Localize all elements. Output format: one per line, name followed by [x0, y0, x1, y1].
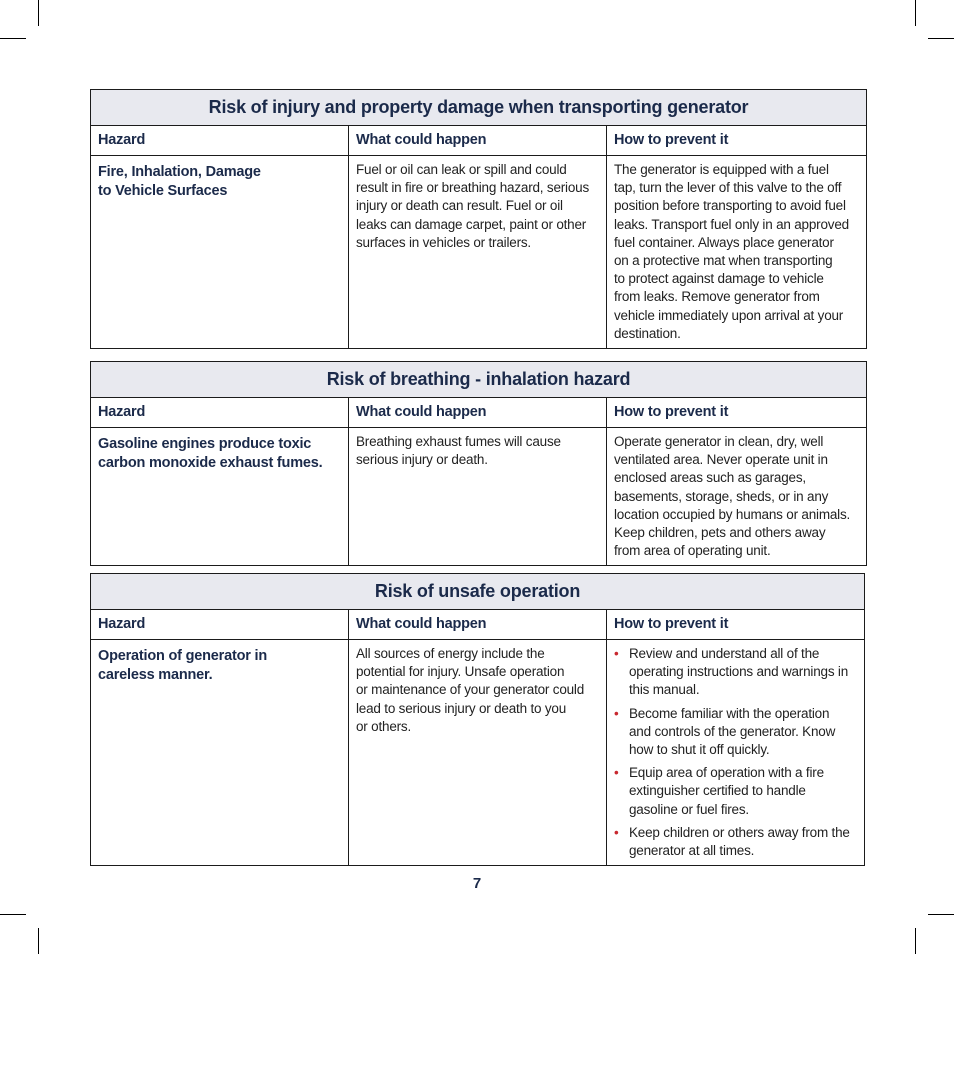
crop-mark-top-right-h [928, 38, 954, 39]
table-title: Risk of injury and property damage when transporting generator [91, 90, 867, 126]
column-header-what: What could happen [349, 126, 607, 156]
bullet-text: Become familiar with the operation and controls of the generator. Know how to shut it off quickly. [629, 705, 836, 758]
prevention-text: Operate generator in clean, dry, well ventilated area. Never operate unit in enclosed areas such as garages, basements, storage, sheds, or in any location occupied by humans or animals. Keep children, pets and others away from area of operating unit. [607, 428, 867, 566]
prevention-text: The generator is equipped with a fuel tap, turn the lever of this valve to the off position before transporting to avoid fuel leaks. Transport fuel only in an approved fuel container. Always place generator on a protective mat when transporting to protect against damage to vehicle from leaks. Remove generator from vehicle immediately upon arrival at your destination. [607, 156, 867, 349]
prevention-list-cell [607, 640, 865, 866]
column-header-prevent: How to prevent it [607, 126, 867, 156]
risk-table-unsafe-operation [90, 573, 865, 866]
risk-table-inhalation [90, 361, 867, 566]
bullet-text: Keep children or others away from the generator at all times. [629, 824, 850, 859]
bullet-text: Review and understand all of the operating instructions and warnings in this manual. [629, 646, 849, 698]
table-title: Risk of unsafe operation [91, 574, 865, 610]
column-header-what: What could happen [349, 398, 607, 428]
list-item [614, 645, 857, 700]
hazard-text: Operation of generator in careless manner. [91, 640, 349, 866]
page-number: 7 [472, 875, 482, 892]
consequence-text: All sources of energy include the potential for injury. Unsafe operation or maintenance of your generator could lead to serious injury or death to you or others. [349, 640, 607, 866]
list-item [614, 705, 857, 760]
crop-mark-bottom-left-v [38, 928, 39, 954]
column-header-hazard: Hazard [91, 126, 349, 156]
hazard-text: Fire, Inhalation, Damage to Vehicle Surfaces [91, 156, 349, 349]
bullet-icon: • [614, 705, 619, 721]
consequence-text: Fuel or oil can leak or spill and could result in fire or breathing hazard, serious injury or death can result. Fuel or oil leaks can damage carpet, paint or other surfaces in vehicles or trailers. [349, 156, 607, 349]
bullet-icon: • [614, 646, 619, 661]
bullet-icon: • [614, 824, 619, 840]
prevention-bullet-list [614, 645, 857, 860]
crop-mark-top-left-v [38, 0, 39, 26]
crop-mark-bottom-right-v [915, 928, 916, 954]
risk-table-transport [90, 89, 867, 349]
table-title: Risk of breathing - inhalation hazard [91, 362, 867, 398]
crop-mark-bottom-right-h [928, 914, 954, 915]
column-header-hazard: Hazard [91, 610, 349, 640]
consequence-text: Breathing exhaust fumes will cause serious injury or death. [349, 428, 607, 566]
column-header-prevent: How to prevent it [607, 398, 867, 428]
crop-mark-bottom-left-h [0, 914, 26, 915]
column-header-hazard: Hazard [91, 398, 349, 428]
hazard-text: Gasoline engines produce toxic carbon monoxide exhaust fumes. [91, 428, 349, 566]
list-item [614, 764, 857, 819]
bullet-text: Equip area of operation with a fire extinguisher certified to handle gasoline or fuel fires. [629, 765, 824, 817]
column-header-prevent: How to prevent it [607, 610, 865, 640]
crop-mark-top-right-v [915, 0, 916, 26]
crop-mark-top-left-h [0, 38, 26, 39]
bullet-icon: • [614, 765, 619, 781]
column-header-what: What could happen [349, 610, 607, 640]
list-item [614, 824, 857, 860]
